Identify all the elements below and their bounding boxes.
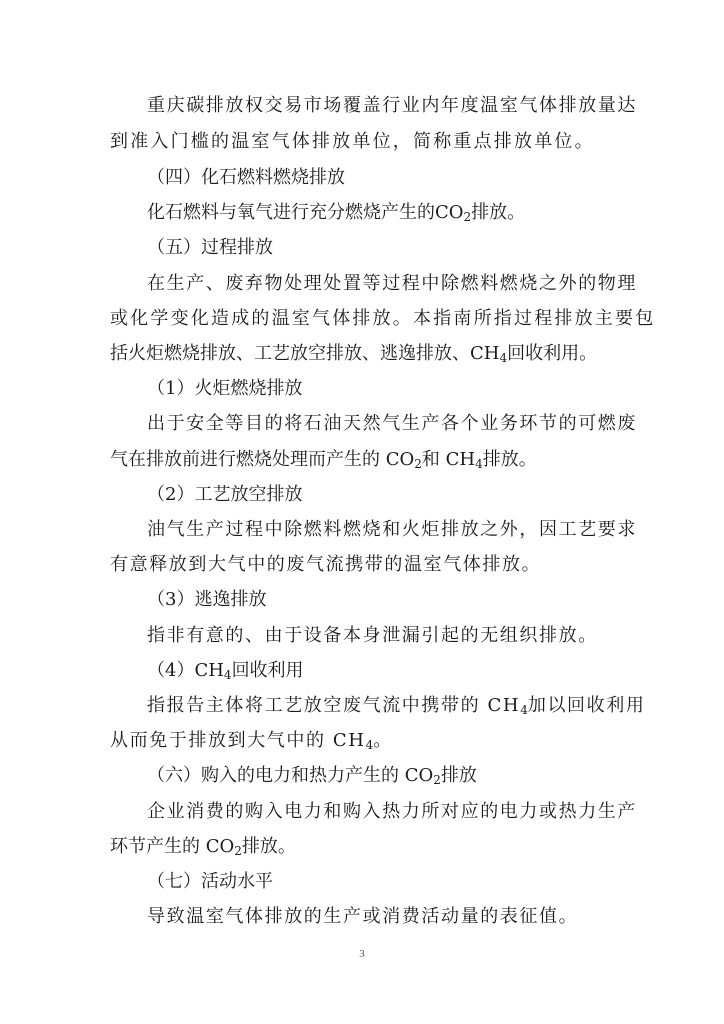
paragraph-line: 或化学变化造成的温室气体排放。本指南所指过程排放主要包 [110, 308, 656, 329]
paragraph-line: 从而免于排放到大气中的 $CH_4$。 [110, 730, 393, 752]
paragraph-line: 化石燃料与氧气进行充分燃烧产生的$CO_2$排放。 [147, 202, 526, 224]
subsection-heading-2: （2）工艺放空排放 [147, 484, 303, 505]
page-number: 3 [359, 948, 365, 960]
paragraph-line: 气在排放前进行燃烧处理而产生的 $CO_2$和 $CH_4$排放。 [110, 449, 537, 471]
paragraph-line: 到准入门槛的温室气体排放单位，简称重点排放单位。 [110, 131, 595, 152]
subsection-heading-4: $(4)CH_4$回收利用 [147, 660, 304, 682]
section-heading-5: （五）过程排放 [147, 237, 273, 258]
section-heading-7: （七）活动水平 [147, 871, 273, 892]
paragraph-line: 指报告主体将工艺放空废气流中携带的 $CH_4$加以回收利用 [147, 695, 646, 717]
paragraph-line: 导致温室气体排放的生产或消费活动量的表征值。 [147, 906, 579, 927]
paragraph-line: 油气生产过程中除燃料燃烧和火炬排放之外，因工艺要求 [147, 519, 637, 540]
paragraph-line: 在生产、废弃物处理处置等过程中除燃料燃烧之外的物理 [147, 273, 637, 294]
subsection-heading-3: （3）逃逸排放 [147, 589, 267, 610]
paragraph-line: 出于安全等目的将石油天然气生产各个业务环节的可燃废 [147, 413, 637, 434]
section-heading-4: （四）化石燃料燃烧排放 [147, 167, 345, 188]
paragraph-line: 指非有意的、由于设备本身泄漏引起的无组织排放。 [147, 625, 598, 646]
paragraph-line: 重庆碳排放权交易市场覆盖行业内年度温室气体排放量达 [147, 95, 637, 116]
paragraph-line: 有意释放到大气中的废气流携带的温室气体排放。 [110, 554, 542, 575]
paragraph-line: 环节产生的 $CO_2$排放。 [110, 836, 296, 858]
subsection-heading-1: （1）火炬燃烧排放 [147, 378, 303, 399]
paragraph-line: 企业消费的购入电力和购入热力所对应的电力或热力生产 [147, 801, 637, 822]
paragraph-line: 括火炬燃烧排放、工艺放空排放、逃逸排放、$CH_4$回收利用。 [110, 343, 598, 365]
section-heading-6: （六）购入的电力和热力产生的 $CO_2$排放 [147, 765, 477, 787]
